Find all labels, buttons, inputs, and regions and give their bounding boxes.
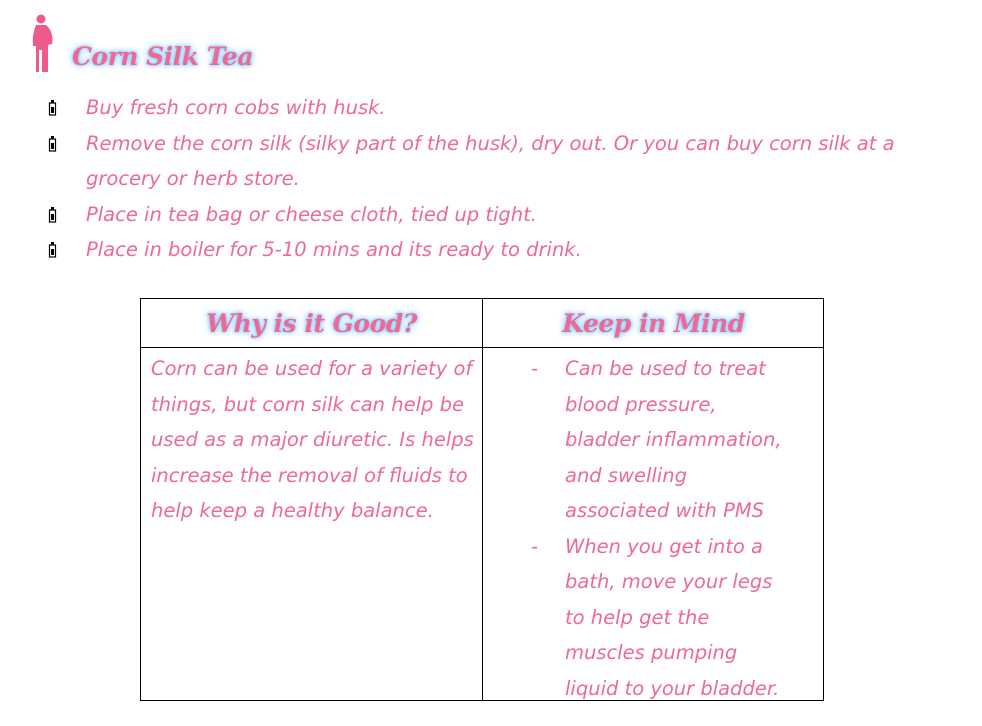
keep-in-mind-text: Can be used to treat blood pressure, bladder inflammation, and swelling associated with PMS	[565, 357, 782, 522]
info-table	[140, 298, 824, 701]
bottle-bullet-icon	[48, 207, 57, 223]
list-item	[48, 197, 948, 233]
list-item	[526, 351, 786, 529]
table-column-divider	[482, 299, 483, 700]
step-text: Buy fresh corn cobs with husk.	[86, 96, 386, 119]
steps-list	[48, 90, 948, 268]
why-good-text: Corn can be used for a variety of things, but corn silk can help be used as a major diuretic. Is helps increase the removal of fluids to help keep a healthy balance.	[151, 357, 474, 522]
bottle-bullet-icon	[48, 242, 57, 258]
bottle-bullet-icon	[48, 100, 57, 116]
dash-bullet: -	[531, 534, 539, 558]
list-item	[48, 126, 948, 197]
why-good-header: Why is it Good?	[206, 308, 417, 338]
bottle-bullet-icon	[48, 136, 57, 152]
page-title: Corn Silk Tea	[72, 42, 254, 71]
keep-in-mind-header: Keep in Mind	[562, 308, 745, 338]
list-item	[48, 232, 948, 268]
dash-bullet: -	[531, 357, 539, 380]
list-item	[48, 90, 948, 126]
step-text: Place in tea bag or cheese cloth, tied up tight.	[86, 202, 537, 226]
step-text: Remove the corn silk (silky part of the husk), dry out. Or you can buy corn silk at a grocery or herb store.	[86, 131, 895, 190]
table-header-divider	[141, 347, 823, 348]
list-item	[526, 529, 786, 707]
pregnant-woman-icon	[28, 14, 56, 72]
keep-in-mind-list	[526, 351, 786, 706]
keep-in-mind-text: When you get into a bath, move your legs to help get the muscles pumping liquid to your bladder.	[565, 534, 780, 700]
step-text: Place in boiler for 5-10 mins and its ready to drink.	[86, 238, 582, 261]
